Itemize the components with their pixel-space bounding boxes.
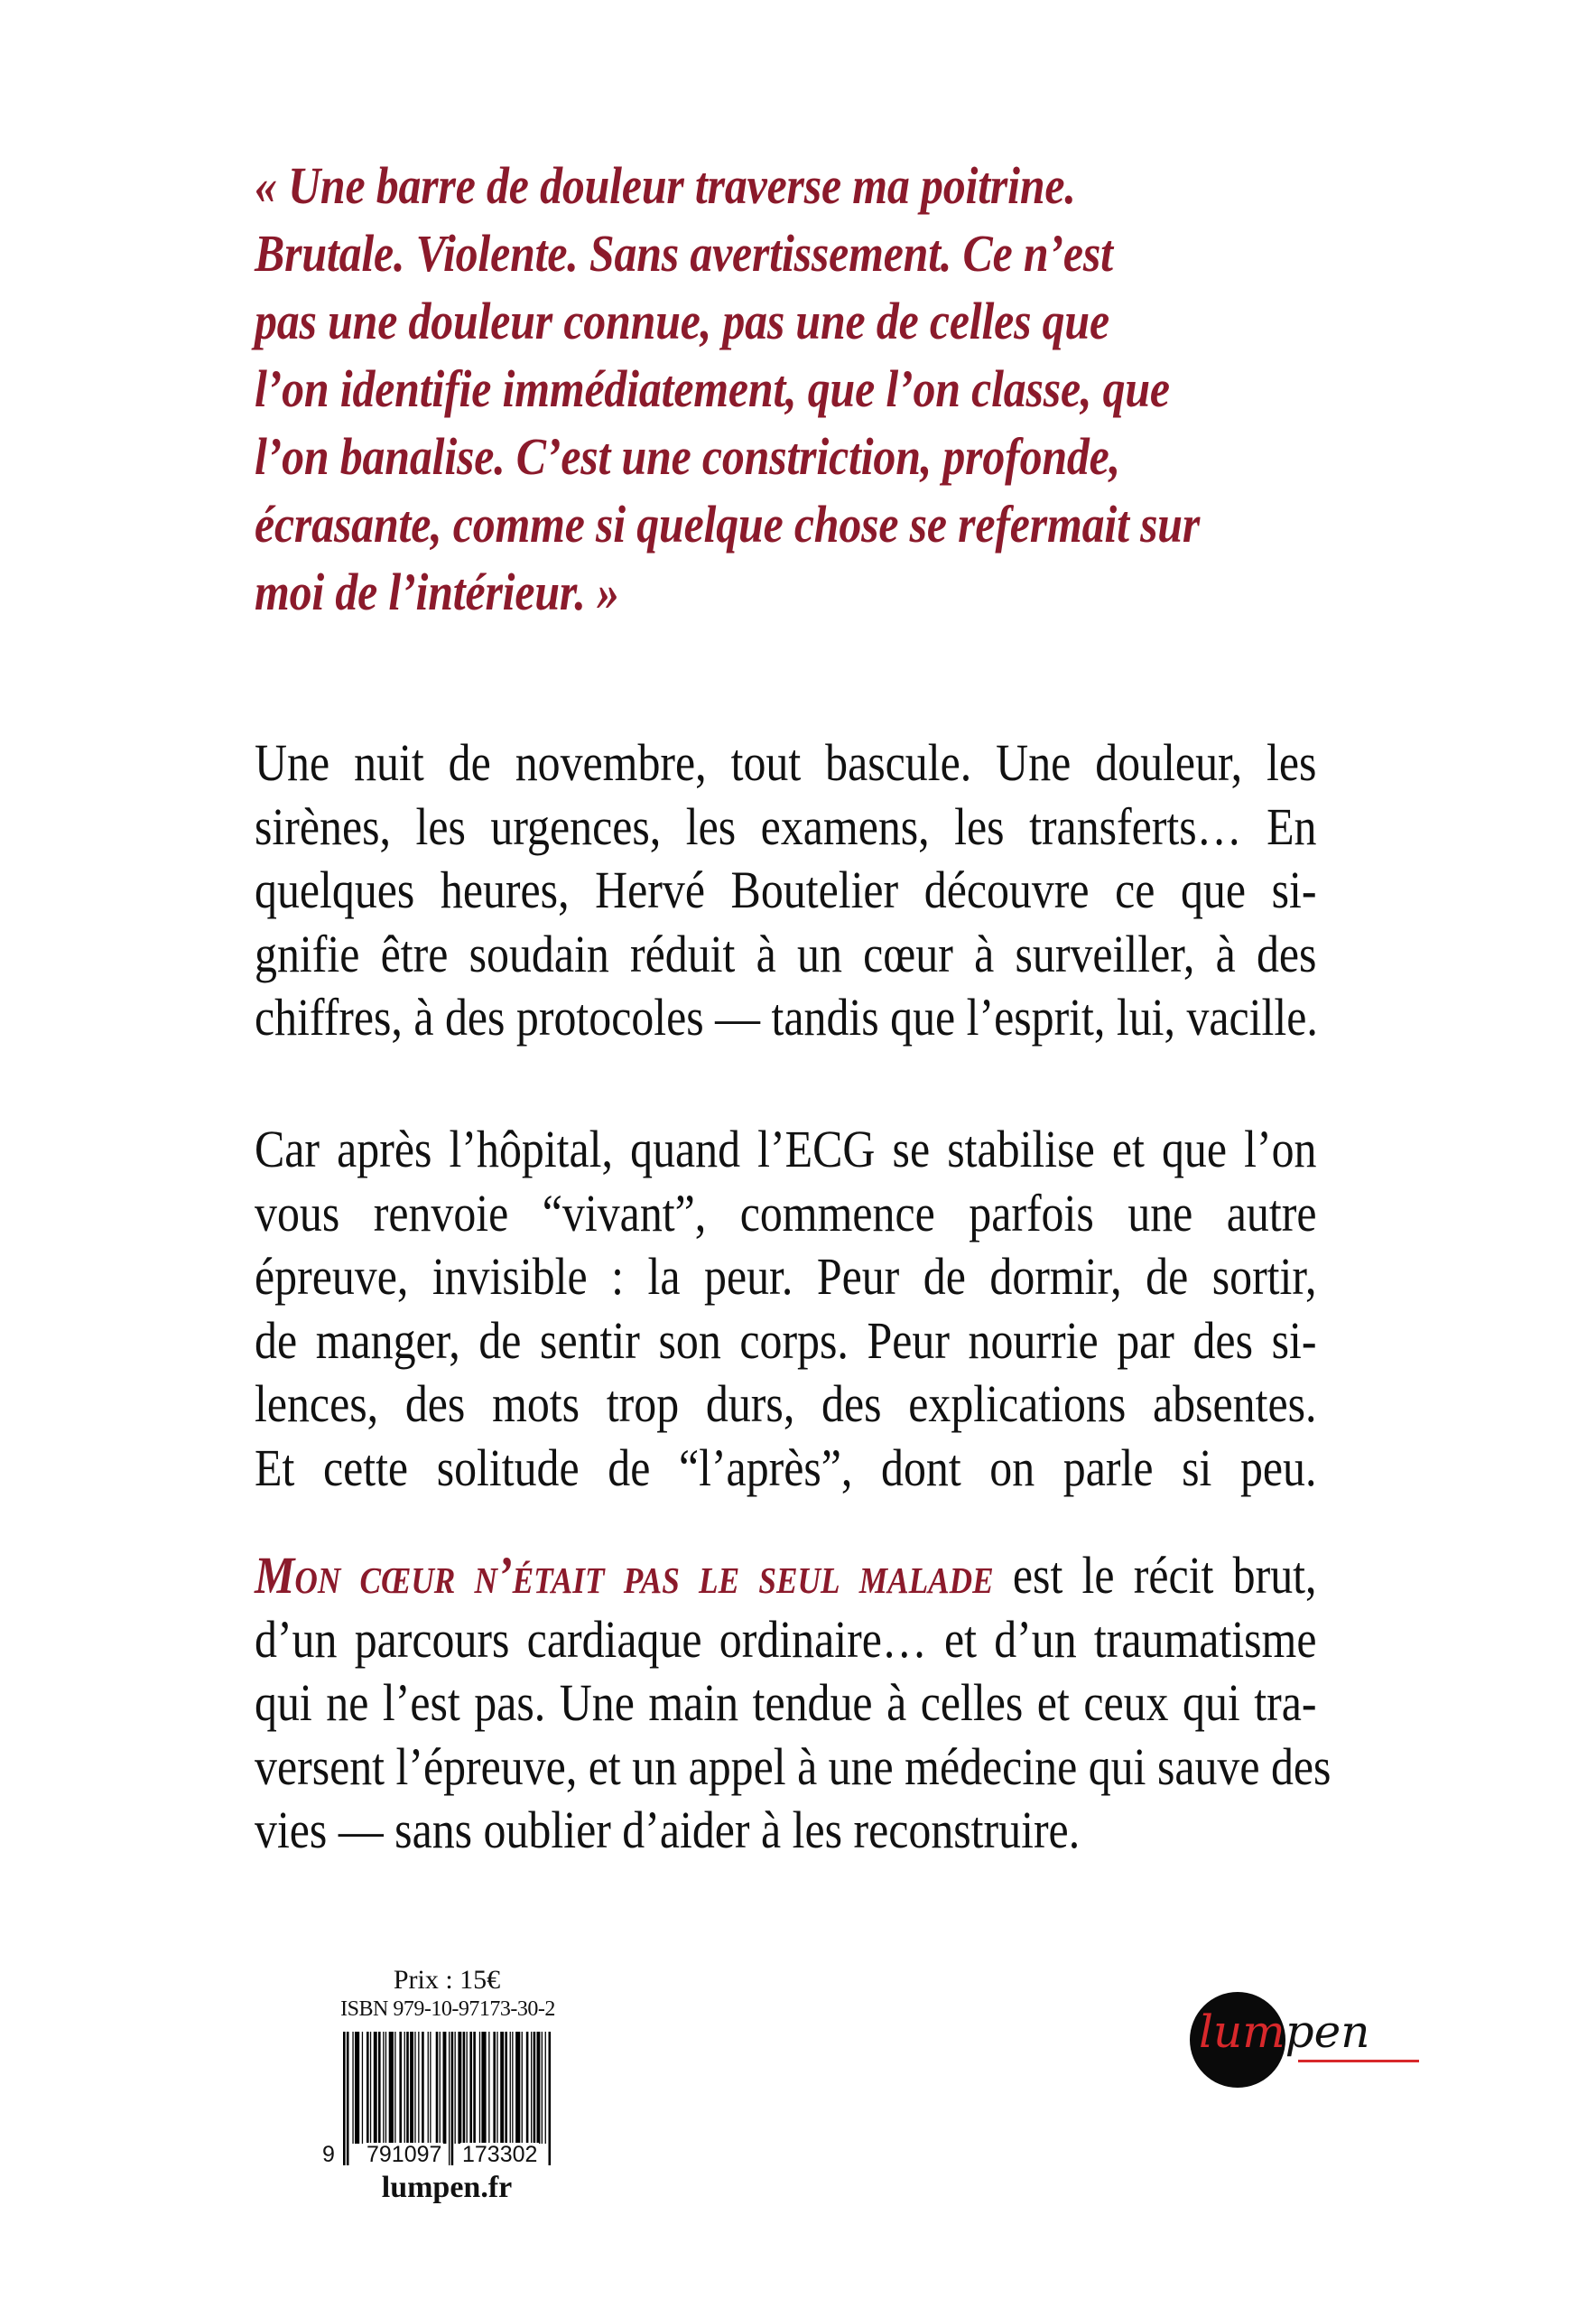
barcode-bar [473, 2032, 476, 2144]
barcode-bar [410, 2032, 413, 2144]
synopsis-paragraph-2 [255, 1118, 1316, 1500]
barcode-bar [355, 2032, 359, 2144]
barcode-bar [443, 2032, 447, 2144]
logo-red-text: lum [1199, 2006, 1285, 2058]
pull-quote [255, 152, 1326, 626]
text-line: quelques heures, Hervé Boutelier découvre ce que si- [255, 861, 1317, 919]
barcode-bar [542, 2032, 543, 2144]
barcode-bar [455, 2032, 456, 2144]
barcode-bar [496, 2032, 497, 2144]
barcode-bar [493, 2032, 496, 2144]
barcode-bar [458, 2032, 461, 2144]
barcode-bar [534, 2032, 536, 2144]
barcode-bar [522, 2032, 523, 2144]
logo-black-text: pen [1285, 2006, 1370, 2058]
quote-line: Brutale. Violente. Sans avertissement. Ce n’est [255, 224, 1113, 283]
barcode-bar [370, 2032, 371, 2144]
barcode-bar [430, 2032, 431, 2144]
barcode-bar [463, 2032, 466, 2144]
barcode-bar [347, 2032, 349, 2165]
text-line: Et cette solitude de “l’après”, dont on parle si peu. [255, 1438, 1317, 1497]
isbn-label: ISBN 979-10-97173-30-2 [340, 1997, 555, 2021]
barcode-bar [383, 2032, 384, 2144]
quote-line: pas une douleur connue, pas une de celles que [255, 292, 1109, 350]
barcode-bar [469, 2032, 472, 2144]
text-line: versent l’épreuve, et un appel à une médecine qui sauve des [255, 1736, 1332, 1796]
barcode-bar [389, 2032, 394, 2144]
text-line: qui ne l’est pas. Une main tendue à celles et ceux qui tra- [255, 1673, 1317, 1732]
quote-line: moi de l’intérieur. » [255, 563, 619, 621]
barcode-bar [406, 2032, 409, 2144]
barcode-bar [549, 2032, 552, 2165]
barcode-digit-group-right: 173302 [462, 2142, 538, 2167]
barcode-bar [500, 2032, 504, 2144]
text-line: d’un parcours cardiaque ordinaire… et d’un traumatisme [255, 1609, 1317, 1669]
barcode-bar [374, 2032, 377, 2144]
barcode-bar [352, 2032, 353, 2144]
quote-line: « Une barre de douleur traverse ma poitrine. [255, 156, 1076, 215]
barcode-bar [505, 2032, 507, 2144]
barcode-bar [481, 2032, 486, 2144]
barcode-bar [422, 2032, 424, 2144]
barcode-bar [343, 2032, 346, 2165]
text-line: lences, des mots trop durs, des explications absentes. [255, 1374, 1317, 1433]
barcode-bar [385, 2032, 386, 2144]
barcode-bar [418, 2032, 419, 2144]
barcode-bar [399, 2032, 402, 2144]
barcode-bar [436, 2032, 439, 2144]
synopsis-paragraph-3 [255, 1544, 1332, 1863]
text-line: sirènes, les urgences, les examens, les transferts… En [255, 796, 1317, 856]
barcode-bar [531, 2032, 532, 2144]
logo-wordmark [1199, 2005, 1369, 2059]
website-label: lumpen.fr [381, 2171, 513, 2204]
quote-line: écrasante, comme si quelque chose se refermait sur [255, 495, 1201, 554]
text-line [255, 1544, 1316, 1608]
price-label: Prix : 15€ [393, 1965, 501, 1995]
text-line: épreuve, invisible : la peur. Peur de dormir, de sortir, [255, 1247, 1317, 1306]
synopsis-paragraph-1 [255, 731, 1316, 1050]
text-fragment: est le récit brut, [993, 1546, 1317, 1605]
quote-line: l’on banalise. C’est une constriction, profonde, [255, 427, 1120, 486]
barcode-bar [479, 2032, 480, 2144]
barcode-bar [545, 2032, 546, 2144]
barcode-bar [404, 2032, 405, 2144]
text-line: Car après l’hôpital, quand l’ECG se stabilise et que l’on [255, 1120, 1317, 1178]
barcode-bar [428, 2032, 429, 2144]
barcode-bar [362, 2032, 363, 2144]
quote-line: l’on identifie immédiatement, que l’on classe, que [255, 359, 1170, 418]
barcode-bar [512, 2032, 513, 2144]
barcode-bar [510, 2032, 511, 2144]
barcode-bar [449, 2032, 450, 2165]
barcode-bar [488, 2032, 489, 2144]
text-line: vous renvoie “vivant”, commence parfois une autre [255, 1183, 1317, 1242]
barcode-digit-group-left: 791097 [367, 2142, 442, 2167]
book-title: Mon cœur n’était pas le seul malade [255, 1546, 994, 1605]
barcode-bar [378, 2032, 381, 2144]
text-line: Une nuit de novembre, tout bascule. Une douleur, les [255, 733, 1317, 792]
text-line: de manger, de sentir son corps. Peur nourrie par des si- [255, 1310, 1317, 1370]
barcode-bar [451, 2032, 454, 2165]
barcode-bar [440, 2032, 441, 2144]
barcode-digit-prefix: 9 [322, 2142, 335, 2167]
barcode-bar [414, 2032, 415, 2144]
text-line: chiffres, à des protocoles — tandis que l’esprit, lui, vacille. [255, 988, 1318, 1047]
text-line: gnifie être soudain réduit à un cœur à surveiller, à des [255, 924, 1317, 983]
barcode-bar [515, 2032, 520, 2144]
barcode-bar [367, 2032, 369, 2144]
barcode-bar [394, 2032, 395, 2144]
barcode-bar [467, 2032, 468, 2144]
text-line: vies — sans oublier d’aider à les reconstruire. [255, 1801, 1081, 1859]
barcode-bar [537, 2032, 541, 2144]
barcode-bar [526, 2032, 529, 2144]
publisher-logo [1174, 1987, 1444, 2104]
logo-underline [1298, 2060, 1419, 2062]
